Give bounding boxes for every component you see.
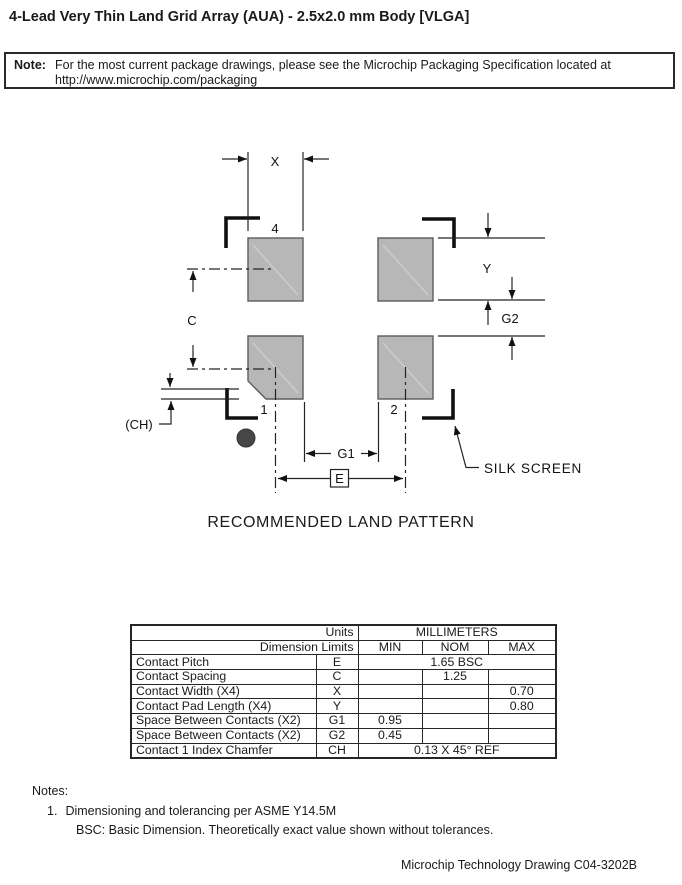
page-title: 4-Lead Very Thin Land Grid Array (AUA) - 2.5x2.0 mm Body [VLGA] [9, 9, 470, 25]
row-max [488, 670, 556, 685]
row-symbol: CH [316, 743, 358, 758]
row-min: 0.45 [358, 728, 422, 743]
pad-4-label: 4 [271, 221, 279, 236]
dimension-limits-label: Dimension Limits [131, 640, 358, 655]
note-label: Note: [14, 58, 46, 72]
row-symbol: G1 [316, 714, 358, 729]
table-row-contact-spacing [131, 670, 556, 685]
row-label: Contact 1 Index Chamfer [131, 743, 316, 758]
row-max [488, 728, 556, 743]
row-min [358, 684, 422, 699]
row-nom: 1.25 [422, 670, 488, 685]
row-value-span: 0.13 X 45° REF [358, 743, 556, 758]
col-header-max: MAX [488, 640, 556, 655]
dimension-y-label: Y [482, 261, 492, 276]
table-row-contact-pitch [131, 655, 556, 670]
table-row-index-chamfer [131, 743, 556, 758]
units-value: MILLIMETERS [358, 625, 556, 640]
row-min [358, 670, 422, 685]
dimension-ch [125, 373, 239, 432]
notes-item-1 [47, 804, 336, 818]
row-max: 0.70 [488, 684, 556, 699]
table-header-units-row [131, 625, 556, 640]
note-box [4, 52, 675, 89]
notes-item-1-text: Dimensioning and tolerancing per ASME Y14.5M [65, 804, 337, 818]
pad-1-label: 1 [260, 402, 268, 417]
table-row-space-g2 [131, 728, 556, 743]
table-row-contact-pad-length [131, 699, 556, 714]
dimension-c [187, 271, 196, 367]
silkscreen-callout [455, 426, 582, 476]
row-max: 0.80 [488, 699, 556, 714]
silkscreen-callout-label: SILK SCREEN [484, 461, 583, 476]
dimension-c-label: C [187, 313, 197, 328]
row-nom [422, 714, 488, 729]
row-label: Contact Width (X4) [131, 684, 316, 699]
dimension-g2 [438, 277, 545, 360]
row-nom [422, 684, 488, 699]
drawing-number-footer: Microchip Technology Drawing C04-3202B [400, 858, 637, 872]
notes-item-1-sub: BSC: Basic Dimension. Theoretically exact value shown without tolerances. [76, 823, 494, 837]
dimension-e [278, 470, 403, 488]
row-symbol: C [316, 670, 358, 685]
col-header-nom: NOM [422, 640, 488, 655]
row-label: Contact Pad Length (X4) [131, 699, 316, 714]
pad-2-label: 2 [390, 402, 398, 417]
dimensions-table [130, 624, 557, 759]
row-nom [422, 699, 488, 714]
silkscreen-index-dot [237, 429, 255, 447]
row-nom [422, 728, 488, 743]
row-symbol: E [316, 655, 358, 670]
notes-heading: Notes: [32, 784, 69, 798]
dimension-g1 [305, 402, 379, 462]
row-value-span: 1.65 BSC [358, 655, 556, 670]
dimension-x-label: X [270, 154, 280, 169]
row-min: 0.95 [358, 714, 422, 729]
row-max [488, 714, 556, 729]
table-header-limits-row [131, 640, 556, 655]
dimension-e-label: E [335, 471, 344, 486]
row-symbol: G2 [316, 728, 358, 743]
row-label: Contact Spacing [131, 670, 316, 685]
note-url-link[interactable]: http://www.microchip.com/packaging [55, 73, 258, 87]
dimension-g2-label: G2 [501, 311, 519, 326]
row-label: Contact Pitch [131, 655, 316, 670]
units-label: Units [131, 625, 358, 640]
col-header-min: MIN [358, 640, 422, 655]
table-row-space-g1 [131, 714, 556, 729]
pad-3 [378, 238, 433, 301]
notes-item-1-number: 1. [47, 804, 58, 818]
dimension-g1-label: G1 [337, 446, 355, 461]
row-label: Space Between Contacts (X2) [131, 728, 316, 743]
silkscreen-bracket-bottom-left [227, 388, 258, 418]
row-symbol: X [316, 684, 358, 699]
row-label: Space Between Contacts (X2) [131, 714, 316, 729]
row-min [358, 699, 422, 714]
dimension-ch-label: (CH) [125, 417, 153, 432]
drawing-caption: RECOMMENDED LAND PATTERN [207, 514, 475, 531]
note-text: For the most current package drawings, please see the Microchip Packaging Specification located at [55, 58, 611, 72]
row-symbol: Y [316, 699, 358, 714]
table-row-contact-width [131, 684, 556, 699]
